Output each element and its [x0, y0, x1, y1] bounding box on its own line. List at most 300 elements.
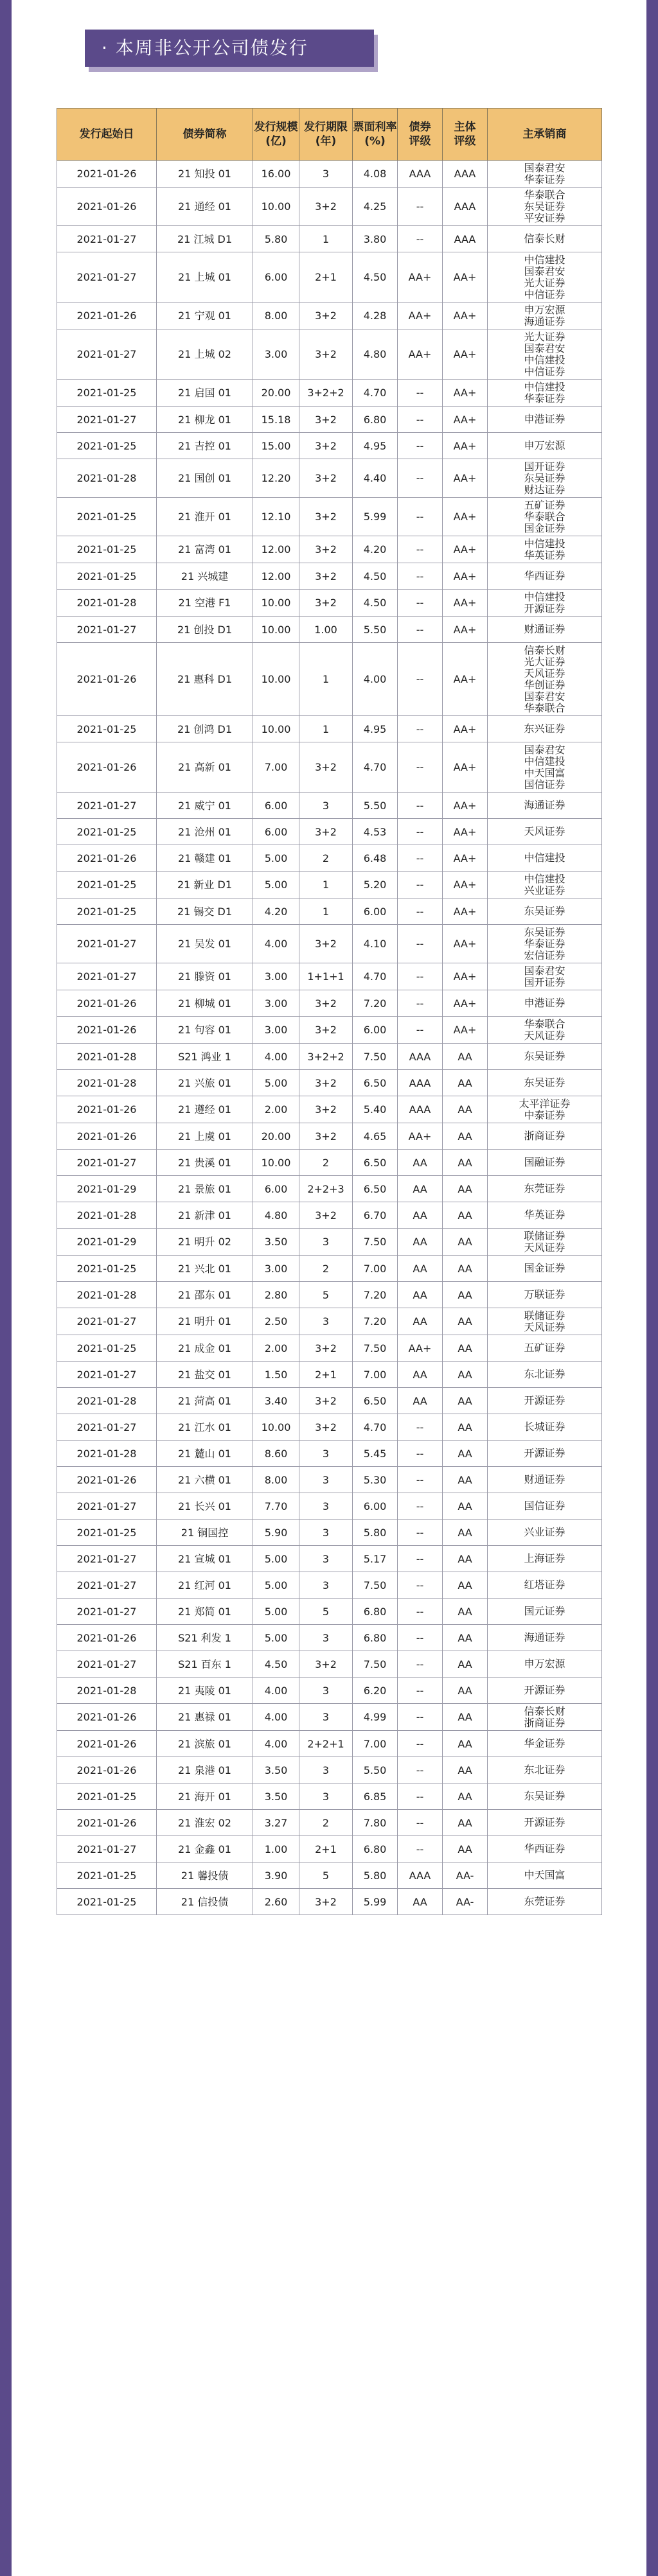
bond-name-cell: 21 泉港 01 — [157, 1757, 253, 1783]
bond-name-cell: 21 淮宏 02 — [157, 1810, 253, 1836]
issuer-rating-cell: AA — [443, 1070, 488, 1096]
issuer-rating-cell: AA — [443, 1282, 488, 1308]
issue-size-cell: 4.20 — [253, 898, 299, 925]
table-row — [57, 498, 602, 536]
issue-date-cell: 2021-01-27 — [57, 226, 157, 252]
issue-date-cell: 2021-01-27 — [57, 407, 157, 433]
term-cell: 3 — [299, 1229, 353, 1256]
underwriter-cell: 申万宏源 海通证券 — [488, 302, 602, 329]
header-bond-name: 债券简称 — [157, 109, 253, 161]
underwriter-cell: 东北证券 — [488, 1362, 602, 1388]
underwriter-cell: 开源证券 — [488, 1441, 602, 1467]
underwriter-cell: 开源证券 — [488, 1810, 602, 1836]
coupon-cell: 4.28 — [353, 302, 398, 329]
issuer-rating-cell: AA — [443, 1256, 488, 1282]
bond-name-cell: 21 信投债 — [157, 1889, 253, 1915]
underwriter-cell: 华英证券 — [488, 1202, 602, 1229]
table-row — [57, 302, 602, 329]
issuer-rating-cell: AAA — [443, 226, 488, 252]
coupon-cell: 7.50 — [353, 1044, 398, 1070]
bond-issuance-table — [57, 108, 602, 1915]
section-title — [85, 30, 374, 67]
issue-date-cell: 2021-01-27 — [57, 1308, 157, 1335]
issue-size-cell: 6.00 — [253, 252, 299, 302]
table-row — [57, 1704, 602, 1731]
issue-size-cell: 5.00 — [253, 1625, 299, 1651]
term-cell: 3 — [299, 1572, 353, 1599]
underwriter-cell: 国泰君安 国开证券 — [488, 963, 602, 990]
issuer-rating-cell: AA — [443, 1572, 488, 1599]
bond-rating-cell: -- — [398, 1678, 443, 1704]
underwriter-cell: 华泰联合 天风证券 — [488, 1017, 602, 1044]
table-row — [57, 1282, 602, 1308]
table-row — [57, 1467, 602, 1493]
bond-name-cell: 21 宣城 01 — [157, 1546, 253, 1572]
table-row — [57, 716, 602, 742]
bond-name-cell: 21 海开 01 — [157, 1783, 253, 1810]
underwriter-cell: 申万宏源 — [488, 433, 602, 459]
coupon-cell: 4.70 — [353, 963, 398, 990]
underwriter-cell: 五矿证券 — [488, 1335, 602, 1362]
bond-rating-cell: -- — [398, 872, 443, 898]
table-row — [57, 872, 602, 898]
bond-rating-cell: AA — [398, 1229, 443, 1256]
issuer-rating-cell: AA — [443, 1783, 488, 1810]
section-title-text: · 本周非公开公司债发行 — [85, 30, 374, 67]
issue-size-cell: 4.80 — [253, 1202, 299, 1229]
coupon-cell: 4.25 — [353, 188, 398, 226]
underwriter-cell: 华西证券 — [488, 563, 602, 590]
header-coupon: 票面利率 (%) — [353, 109, 398, 161]
bond-rating-cell: -- — [398, 1546, 443, 1572]
issuer-rating-cell: AA — [443, 1625, 488, 1651]
term-cell: 5 — [299, 1599, 353, 1625]
coupon-cell: 7.80 — [353, 1810, 398, 1836]
bond-rating-cell: AA — [398, 1282, 443, 1308]
bond-rating-cell: -- — [398, 1625, 443, 1651]
bond-name-cell: S21 百东 1 — [157, 1651, 253, 1678]
bond-name-cell: 21 上城 01 — [157, 252, 253, 302]
bond-rating-cell: -- — [398, 963, 443, 990]
table-row — [57, 1202, 602, 1229]
coupon-cell: 6.80 — [353, 1599, 398, 1625]
bond-table-container — [57, 108, 601, 1915]
coupon-cell: 6.00 — [353, 898, 398, 925]
coupon-cell: 4.50 — [353, 590, 398, 617]
bond-name-cell: 21 长兴 01 — [157, 1493, 253, 1520]
coupon-cell: 6.80 — [353, 1625, 398, 1651]
term-cell: 3+2 — [299, 1414, 353, 1441]
term-cell: 3 — [299, 1757, 353, 1783]
issue-date-cell: 2021-01-26 — [57, 1467, 157, 1493]
term-cell: 3+2 — [299, 433, 353, 459]
underwriter-cell: 信泰长财 光大证券 天风证券 华创证券 国泰君安 华泰联合 — [488, 643, 602, 716]
issue-date-cell: 2021-01-25 — [57, 872, 157, 898]
underwriter-cell: 国泰君安 华泰证券 — [488, 161, 602, 188]
issue-date-cell: 2021-01-26 — [57, 188, 157, 226]
bond-rating-cell: AA — [398, 1362, 443, 1388]
issuer-rating-cell: AA — [443, 1150, 488, 1176]
term-cell: 3+2 — [299, 925, 353, 963]
issuer-rating-cell: AA — [443, 1441, 488, 1467]
coupon-cell: 7.20 — [353, 1282, 398, 1308]
bond-name-cell: 21 铜国控 — [157, 1520, 253, 1546]
coupon-cell: 6.00 — [353, 1493, 398, 1520]
bond-name-cell: 21 吉控 01 — [157, 433, 253, 459]
bond-rating-cell: -- — [398, 1467, 443, 1493]
issue-date-cell: 2021-01-28 — [57, 1070, 157, 1096]
issue-date-cell: 2021-01-25 — [57, 819, 157, 845]
table-row — [57, 1123, 602, 1150]
coupon-cell: 7.00 — [353, 1731, 398, 1757]
underwriter-cell: 万联证券 — [488, 1282, 602, 1308]
bond-name-cell: S21 利发 1 — [157, 1625, 253, 1651]
table-row — [57, 1757, 602, 1783]
underwriter-cell: 东吴证券 — [488, 898, 602, 925]
issue-size-cell: 3.40 — [253, 1388, 299, 1414]
term-cell: 3+2 — [299, 819, 353, 845]
table-row — [57, 433, 602, 459]
coupon-cell: 5.80 — [353, 1862, 398, 1889]
coupon-cell: 3.80 — [353, 226, 398, 252]
issue-size-cell: 6.00 — [253, 1176, 299, 1202]
issue-date-cell: 2021-01-26 — [57, 1757, 157, 1783]
issuer-rating-cell: AA — [443, 1388, 488, 1414]
issue-size-cell: 3.00 — [253, 1256, 299, 1282]
issue-date-cell: 2021-01-27 — [57, 1651, 157, 1678]
bond-rating-cell: -- — [398, 188, 443, 226]
bond-name-cell: 21 新业 D1 — [157, 872, 253, 898]
bond-name-cell: 21 明升 02 — [157, 1229, 253, 1256]
bond-name-cell: 21 惠科 D1 — [157, 643, 253, 716]
underwriter-cell: 开源证券 — [488, 1388, 602, 1414]
bond-rating-cell: -- — [398, 990, 443, 1017]
bond-rating-cell: AA — [398, 1202, 443, 1229]
coupon-cell: 4.08 — [353, 161, 398, 188]
bond-name-cell: 21 宁观 01 — [157, 302, 253, 329]
issue-size-cell: 2.60 — [253, 1889, 299, 1915]
issue-date-cell: 2021-01-25 — [57, 563, 157, 590]
table-row — [57, 1044, 602, 1070]
issue-size-cell: 10.00 — [253, 188, 299, 226]
issuer-rating-cell: AA — [443, 1467, 488, 1493]
underwriter-cell: 中天国富 — [488, 1862, 602, 1889]
bond-rating-cell: -- — [398, 925, 443, 963]
issuer-rating-cell: AA+ — [443, 590, 488, 617]
coupon-cell: 5.80 — [353, 1520, 398, 1546]
issuer-rating-cell: AA+ — [443, 898, 488, 925]
underwriter-cell: 中信建投 开源证券 — [488, 590, 602, 617]
issuer-rating-cell: AAA — [443, 188, 488, 226]
issue-size-cell: 4.00 — [253, 1704, 299, 1731]
bond-rating-cell: -- — [398, 407, 443, 433]
table-row — [57, 1625, 602, 1651]
issue-size-cell: 3.50 — [253, 1757, 299, 1783]
issue-date-cell: 2021-01-29 — [57, 1176, 157, 1202]
underwriter-cell: 联储证券 天风证券 — [488, 1229, 602, 1256]
table-row — [57, 459, 602, 498]
issue-date-cell: 2021-01-26 — [57, 643, 157, 716]
coupon-cell: 4.70 — [353, 1414, 398, 1441]
term-cell: 3 — [299, 1704, 353, 1731]
issue-date-cell: 2021-01-25 — [57, 536, 157, 563]
issuer-rating-cell: AA — [443, 1044, 488, 1070]
table-row — [57, 1150, 602, 1176]
bond-name-cell: 21 空港 F1 — [157, 590, 253, 617]
term-cell: 3 — [299, 793, 353, 819]
issue-size-cell: 5.80 — [253, 226, 299, 252]
issuer-rating-cell: AA — [443, 1757, 488, 1783]
bond-rating-cell: -- — [398, 1520, 443, 1546]
term-cell: 5 — [299, 1282, 353, 1308]
issue-size-cell: 8.60 — [253, 1441, 299, 1467]
coupon-cell: 4.50 — [353, 252, 398, 302]
issue-size-cell: 3.90 — [253, 1862, 299, 1889]
issue-date-cell: 2021-01-28 — [57, 1388, 157, 1414]
issue-date-cell: 2021-01-27 — [57, 1493, 157, 1520]
table-row — [57, 1731, 602, 1757]
coupon-cell: 5.50 — [353, 617, 398, 643]
underwriter-cell: 国开证券 东吴证券 财达证券 — [488, 459, 602, 498]
bond-name-cell: 21 吴发 01 — [157, 925, 253, 963]
table-row — [57, 1362, 602, 1388]
coupon-cell: 7.50 — [353, 1335, 398, 1362]
issuer-rating-cell: AAA — [443, 161, 488, 188]
bond-rating-cell: -- — [398, 617, 443, 643]
issue-date-cell: 2021-01-25 — [57, 716, 157, 742]
issue-size-cell: 2.80 — [253, 1282, 299, 1308]
table-row — [57, 742, 602, 793]
underwriter-cell: 华金证券 — [488, 1731, 602, 1757]
bond-rating-cell: AAA — [398, 1070, 443, 1096]
issue-date-cell: 2021-01-26 — [57, 1017, 157, 1044]
issue-size-cell: 20.00 — [253, 380, 299, 407]
term-cell: 3 — [299, 1441, 353, 1467]
term-cell: 3+2 — [299, 536, 353, 563]
issuer-rating-cell: AA+ — [443, 742, 488, 793]
issue-date-cell: 2021-01-26 — [57, 1810, 157, 1836]
bond-rating-cell: -- — [398, 226, 443, 252]
coupon-cell: 7.50 — [353, 1651, 398, 1678]
table-row — [57, 1783, 602, 1810]
table-row — [57, 1308, 602, 1335]
term-cell: 2 — [299, 1810, 353, 1836]
bond-name-cell: 21 红河 01 — [157, 1572, 253, 1599]
table-row — [57, 226, 602, 252]
issue-size-cell: 5.00 — [253, 872, 299, 898]
issue-size-cell: 8.00 — [253, 1467, 299, 1493]
issue-size-cell: 12.00 — [253, 536, 299, 563]
underwriter-cell: 申港证券 — [488, 407, 602, 433]
table-row — [57, 845, 602, 872]
issue-date-cell: 2021-01-26 — [57, 302, 157, 329]
issue-date-cell: 2021-01-26 — [57, 1123, 157, 1150]
term-cell: 3+2 — [299, 1388, 353, 1414]
issue-date-cell: 2021-01-26 — [57, 845, 157, 872]
header-issuer-rating: 主体 评级 — [443, 109, 488, 161]
bond-name-cell: 21 成金 01 — [157, 1335, 253, 1362]
issue-date-cell: 2021-01-26 — [57, 161, 157, 188]
bond-rating-cell: -- — [398, 898, 443, 925]
table-row — [57, 1810, 602, 1836]
bond-rating-cell: -- — [398, 643, 443, 716]
underwriter-cell: 中信建投 华泰证券 — [488, 380, 602, 407]
underwriter-cell: 海通证券 — [488, 793, 602, 819]
table-row — [57, 1176, 602, 1202]
bond-rating-cell: -- — [398, 590, 443, 617]
underwriter-cell: 长城证券 — [488, 1414, 602, 1441]
bond-name-cell: 21 威宁 01 — [157, 793, 253, 819]
issue-date-cell: 2021-01-26 — [57, 1731, 157, 1757]
coupon-cell: 4.53 — [353, 819, 398, 845]
issuer-rating-cell: AA+ — [443, 433, 488, 459]
issuer-rating-cell: AA+ — [443, 1017, 488, 1044]
coupon-cell: 7.00 — [353, 1256, 398, 1282]
issue-size-cell: 20.00 — [253, 1123, 299, 1150]
issuer-rating-cell: AA — [443, 1546, 488, 1572]
term-cell: 1.00 — [299, 617, 353, 643]
term-cell: 3+2 — [299, 1070, 353, 1096]
table-row — [57, 590, 602, 617]
bond-name-cell: 21 惠禄 01 — [157, 1704, 253, 1731]
bond-rating-cell: -- — [398, 1704, 443, 1731]
right-border — [646, 0, 658, 2576]
underwriter-cell: 浙商证券 — [488, 1123, 602, 1150]
term-cell: 3+2 — [299, 590, 353, 617]
coupon-cell: 7.00 — [353, 1362, 398, 1388]
bond-name-cell: 21 贵溪 01 — [157, 1150, 253, 1176]
term-cell: 3+2 — [299, 1889, 353, 1915]
table-row — [57, 1388, 602, 1414]
bond-name-cell: 21 新津 01 — [157, 1202, 253, 1229]
coupon-cell: 6.50 — [353, 1176, 398, 1202]
bond-name-cell: 21 馨投债 — [157, 1862, 253, 1889]
term-cell: 3+2 — [299, 188, 353, 226]
table-row — [57, 1414, 602, 1441]
issue-size-cell: 3.50 — [253, 1783, 299, 1810]
issuer-rating-cell: AA — [443, 1362, 488, 1388]
term-cell: 3+2+2 — [299, 380, 353, 407]
issue-size-cell: 15.18 — [253, 407, 299, 433]
issue-size-cell: 5.00 — [253, 1070, 299, 1096]
bond-name-cell: 21 句容 01 — [157, 1017, 253, 1044]
bond-rating-cell: -- — [398, 1414, 443, 1441]
coupon-cell: 6.85 — [353, 1783, 398, 1810]
issue-size-cell: 7.00 — [253, 742, 299, 793]
table-row — [57, 1889, 602, 1915]
term-cell: 3+2 — [299, 563, 353, 590]
table-row — [57, 1651, 602, 1678]
issuer-rating-cell: AA+ — [443, 617, 488, 643]
issue-size-cell: 5.00 — [253, 845, 299, 872]
underwriter-cell: 财通证券 — [488, 1467, 602, 1493]
issuer-rating-cell: AA — [443, 1414, 488, 1441]
bond-name-cell: 21 兴城建 — [157, 563, 253, 590]
bond-rating-cell: AA — [398, 1388, 443, 1414]
bond-rating-cell: -- — [398, 1810, 443, 1836]
coupon-cell: 5.17 — [353, 1546, 398, 1572]
header-underwriter: 主承销商 — [488, 109, 602, 161]
bond-rating-cell: AAA — [398, 1096, 443, 1123]
issue-date-cell: 2021-01-25 — [57, 498, 157, 536]
issuer-rating-cell: AA — [443, 1176, 488, 1202]
issue-date-cell: 2021-01-27 — [57, 617, 157, 643]
bond-name-cell: 21 上城 02 — [157, 329, 253, 380]
bond-name-cell: S21 鸿业 1 — [157, 1044, 253, 1070]
issue-date-cell: 2021-01-29 — [57, 1229, 157, 1256]
issuer-rating-cell: AA+ — [443, 329, 488, 380]
term-cell: 2 — [299, 1150, 353, 1176]
underwriter-cell: 中信建投 华英证券 — [488, 536, 602, 563]
issuer-rating-cell: AA — [443, 1123, 488, 1150]
coupon-cell: 5.20 — [353, 872, 398, 898]
underwriter-cell: 红塔证券 — [488, 1572, 602, 1599]
issue-date-cell: 2021-01-27 — [57, 1572, 157, 1599]
issue-size-cell: 1.00 — [253, 1836, 299, 1862]
underwriter-cell: 联储证券 天风证券 — [488, 1308, 602, 1335]
bond-rating-cell: -- — [398, 380, 443, 407]
underwriter-cell: 国元证券 — [488, 1599, 602, 1625]
coupon-cell: 7.50 — [353, 1572, 398, 1599]
issue-date-cell: 2021-01-26 — [57, 990, 157, 1017]
coupon-cell: 7.20 — [353, 990, 398, 1017]
issue-date-cell: 2021-01-26 — [57, 1704, 157, 1731]
underwriter-cell: 东吴证券 — [488, 1783, 602, 1810]
bond-rating-cell: -- — [398, 1731, 443, 1757]
term-cell: 3+2 — [299, 498, 353, 536]
coupon-cell: 4.20 — [353, 536, 398, 563]
issuer-rating-cell: AA+ — [443, 872, 488, 898]
bond-rating-cell: AA+ — [398, 1123, 443, 1150]
term-cell: 2+2+3 — [299, 1176, 353, 1202]
issuer-rating-cell: AA+ — [443, 819, 488, 845]
table-row — [57, 252, 602, 302]
table-row — [57, 1862, 602, 1889]
bond-name-cell: 21 柳城 01 — [157, 990, 253, 1017]
issuer-rating-cell: AA+ — [443, 845, 488, 872]
table-row — [57, 329, 602, 380]
table-row — [57, 1520, 602, 1546]
issuer-rating-cell: AA+ — [443, 963, 488, 990]
bond-name-cell: 21 淮开 01 — [157, 498, 253, 536]
bond-rating-cell: -- — [398, 1599, 443, 1625]
underwriter-cell: 东莞证券 — [488, 1176, 602, 1202]
issue-date-cell: 2021-01-28 — [57, 1202, 157, 1229]
underwriter-cell: 申港证券 — [488, 990, 602, 1017]
coupon-cell: 6.80 — [353, 407, 398, 433]
bond-name-cell: 21 赣建 01 — [157, 845, 253, 872]
underwriter-cell: 东吴证券 华泰证券 宏信证券 — [488, 925, 602, 963]
term-cell: 3+2+2 — [299, 1044, 353, 1070]
term-cell: 3+2 — [299, 1202, 353, 1229]
term-cell: 2+1 — [299, 1836, 353, 1862]
bond-rating-cell: -- — [398, 536, 443, 563]
coupon-cell: 6.20 — [353, 1678, 398, 1704]
table-row — [57, 1678, 602, 1704]
table-row — [57, 1441, 602, 1467]
table-row — [57, 1599, 602, 1625]
bond-name-cell: 21 兴旅 01 — [157, 1070, 253, 1096]
table-row — [57, 536, 602, 563]
issue-date-cell: 2021-01-27 — [57, 1546, 157, 1572]
issuer-rating-cell: AA — [443, 1520, 488, 1546]
underwriter-cell: 东兴证券 — [488, 716, 602, 742]
issue-date-cell: 2021-01-28 — [57, 1678, 157, 1704]
underwriter-cell: 国融证券 — [488, 1150, 602, 1176]
term-cell: 3+2 — [299, 1651, 353, 1678]
term-cell: 3+2 — [299, 1096, 353, 1123]
issue-size-cell: 16.00 — [253, 161, 299, 188]
